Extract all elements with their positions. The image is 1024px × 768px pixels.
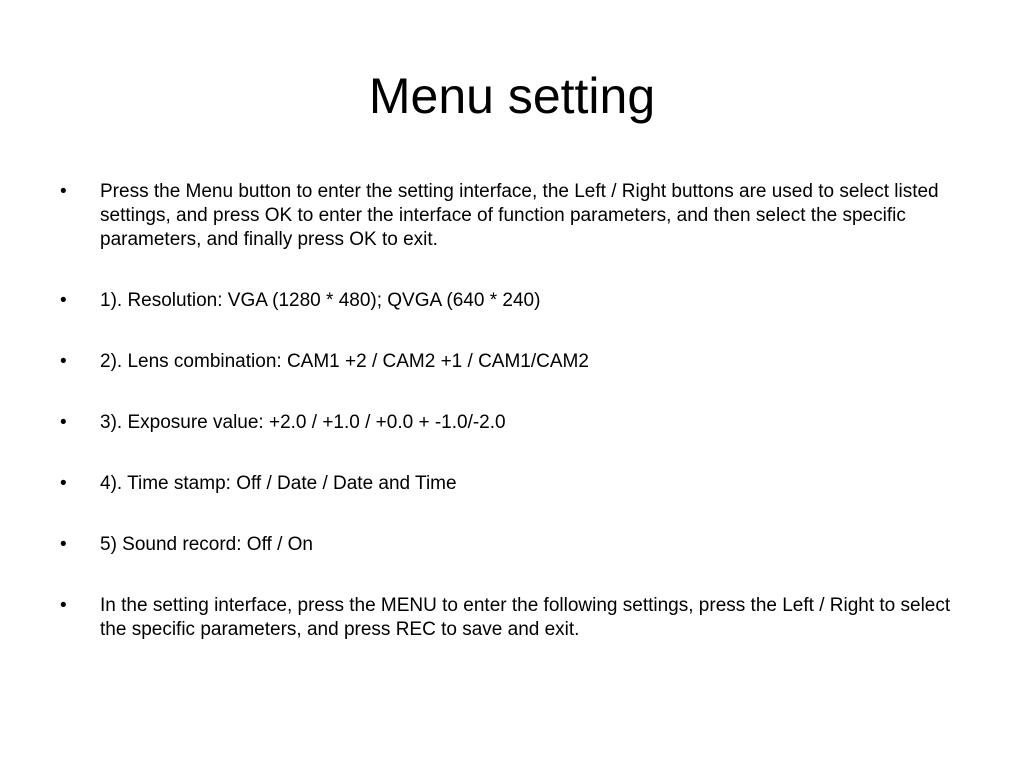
bullet-text: In the setting interface, press the MENU to enter the following settings, press the Left / Right to select the specific parameters, and press REC to save and exit.	[100, 595, 951, 640]
bullet-icon: •	[60, 595, 67, 616]
bullet-text: 1). Resolution: VGA (1280 * 480); QVGA (640 * 240)	[100, 290, 541, 311]
bullet-item-instructions	[56, 180, 966, 252]
slide-title: Menu setting	[368, 68, 656, 124]
bullet-item-time-stamp	[56, 472, 966, 496]
bullet-text: 5) Sound record: Off / On	[100, 534, 313, 555]
bullet-text: 4). Time stamp: Off / Date / Date and Time	[100, 473, 457, 494]
bullet-text: Press the Menu button to enter the setting interface, the Left / Right buttons are used to select listed settings, and press OK to enter the interface of function parameters, and then select the specific parameters, and finally press OK to exit.	[100, 181, 939, 250]
bullet-item-exposure	[56, 411, 966, 435]
bullet-item-save-exit	[56, 594, 966, 642]
bullet-icon: •	[60, 473, 67, 494]
bullet-item-lens-combination	[56, 350, 966, 374]
bullet-item-resolution	[56, 289, 966, 313]
bullet-icon: •	[60, 351, 67, 372]
bullet-icon: •	[60, 412, 67, 433]
bullet-icon: •	[60, 181, 67, 202]
bullet-icon: •	[60, 534, 67, 555]
bullet-icon: •	[60, 290, 67, 311]
bullet-item-sound-record	[56, 533, 966, 557]
bullet-text: 3). Exposure value: +2.0 / +1.0 / +0.0 + -1.0/-2.0	[100, 412, 506, 433]
bullet-list	[56, 180, 966, 679]
bullet-text: 2). Lens combination: CAM1 +2 / CAM2 +1 / CAM1/CAM2	[100, 351, 589, 372]
